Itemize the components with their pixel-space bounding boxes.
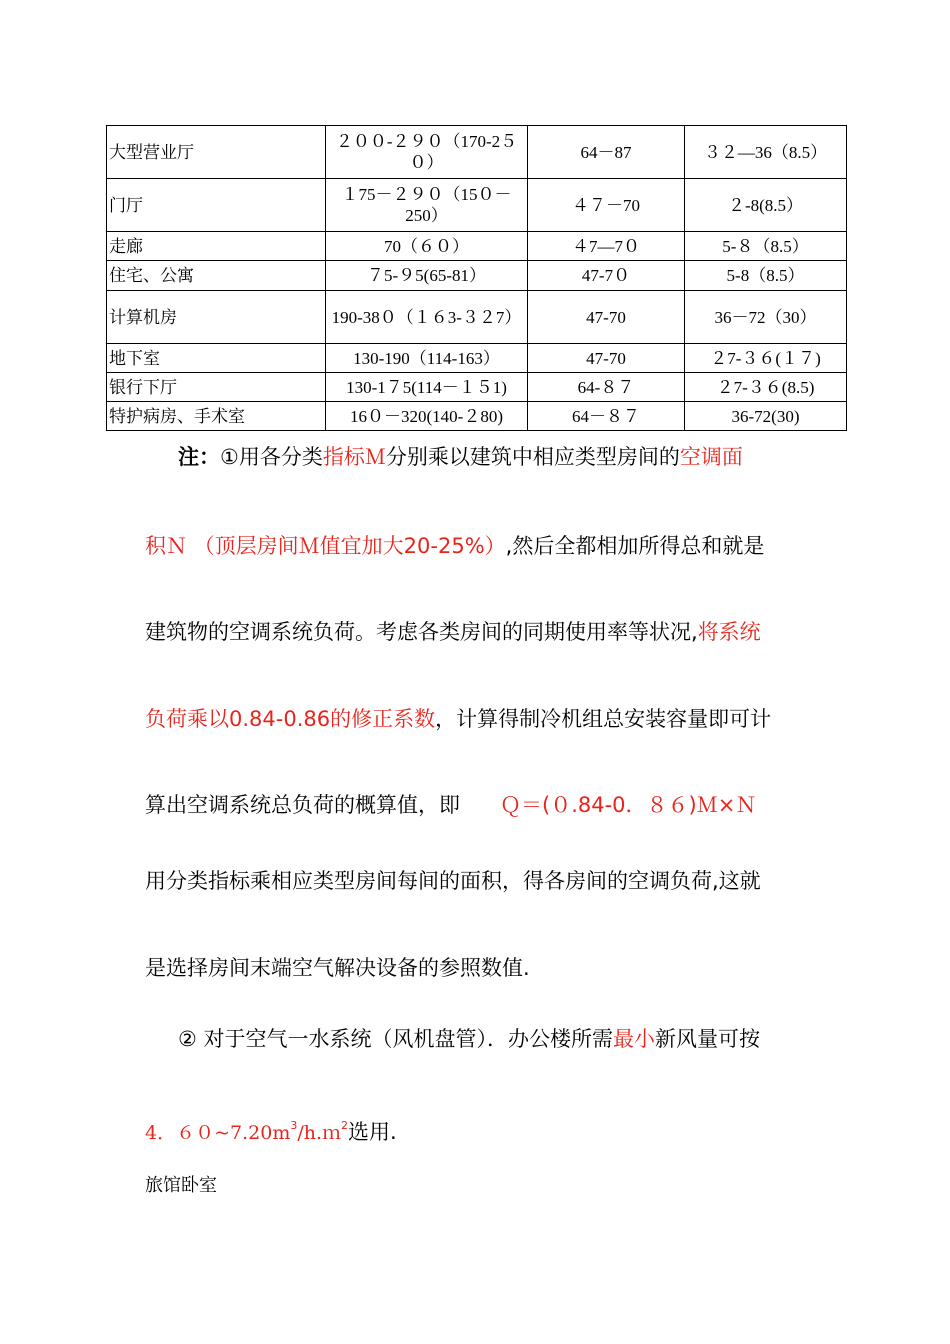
room-type-cell: 走廊 [107, 232, 326, 261]
index-cell: 36-72(30) [685, 402, 847, 431]
index-cell: 70（６０） [326, 232, 528, 261]
note-text: ，计算得制冷机组总安装容量即可计 [435, 707, 772, 731]
room-type-cell: 银行下厅 [107, 373, 326, 402]
highlight-text: 将系统 [697, 620, 761, 644]
note-text: 用分类指标乘相应类型房间每间的面积，得各房间的空调负荷,这就 [145, 869, 761, 893]
table-row [107, 291, 847, 344]
index-cell: 47-70 [528, 344, 685, 373]
index-cell: 5-8（8.5） [685, 261, 847, 291]
note-line-1 [178, 443, 848, 471]
note-line-4 [145, 705, 815, 733]
index-cell: １75－２９０（15０－250） [326, 179, 528, 232]
note-text: ② 对于空气一水系统（风机盘管）．办公楼所需 [178, 1027, 613, 1051]
index-cell: ２7-３６(１７) [685, 344, 847, 373]
index-cell: 16０－320(140-２80) [326, 402, 528, 431]
index-cell: 130-190（114-163） [326, 344, 528, 373]
index-cell: 47-7０ [528, 261, 685, 291]
note-text: 分别乘以建筑中相应类型房间的 [385, 445, 680, 469]
table-row [107, 344, 847, 373]
table-row [107, 126, 847, 179]
note-text: ,然后全都相加所得总和就是 [505, 534, 765, 558]
table-row [107, 232, 847, 261]
table-row [107, 179, 847, 232]
superscript: 3 [290, 1119, 298, 1132]
index-cell: ４7—7０ [528, 232, 685, 261]
highlight-text: 负荷乘以0.84-0.86的修正系数 [145, 707, 436, 731]
index-cell: ３２—36（8.5） [685, 126, 847, 179]
room-type-cell: 地下室 [107, 344, 326, 373]
index-cell: 64－８７ [528, 402, 685, 431]
index-cell: 47-70 [528, 291, 685, 344]
index-cell: ２-8(8.5） [685, 179, 847, 232]
room-type-cell: 计算机房 [107, 291, 326, 344]
table-row [107, 402, 847, 431]
index-cell: ２7-３６(8.5) [685, 373, 847, 402]
note-line-6 [145, 867, 815, 895]
highlight-text: 空调面 [679, 445, 743, 469]
note-line-3 [145, 618, 815, 646]
note-text: 建筑物的空调系统负荷。考虑各类房间的同期使用率等状况, [145, 620, 698, 644]
room-type-cell: 门厅 [107, 179, 326, 232]
index-cell: 190-38０（１６3-３２7） [326, 291, 528, 344]
highlight-text: /h.ｍ [297, 1122, 342, 1144]
index-cell: ４７－70 [528, 179, 685, 232]
note-text: 新风量可按 [655, 1027, 760, 1051]
note-line-2 [145, 532, 815, 560]
table-row [107, 261, 847, 291]
highlight-text: 指标Ｍ [322, 445, 386, 469]
index-cell: 64-８７ [528, 373, 685, 402]
formula-text: Ｑ＝(０.84-0．８６)Ｍ×Ｎ [500, 793, 757, 817]
highlight-text: 4．６０~7.20m [145, 1122, 291, 1144]
index-cell: 64－87 [528, 126, 685, 179]
note-line-9 [145, 1112, 815, 1147]
note-line-10 [145, 1172, 815, 1200]
table-row [107, 373, 847, 402]
note-text: 选用. [348, 1120, 397, 1144]
note-text: 旅馆卧室 [145, 1175, 217, 1196]
note-line-8 [178, 1025, 848, 1053]
cooling-load-table [106, 125, 847, 431]
room-type-cell: 特护病房、手术室 [107, 402, 326, 431]
note-text: 是选择房间末端空气解决设备的参照数值. [145, 956, 530, 980]
index-cell: 36－72（30） [685, 291, 847, 344]
note-text: ①用各分类 [220, 445, 323, 469]
note-line-5 [145, 791, 815, 819]
index-cell: 5-８（8.5） [685, 232, 847, 261]
room-type-cell: 住宅、公寓 [107, 261, 326, 291]
index-cell: ２００-２９０（170-2５０） [326, 126, 528, 179]
note-text: 算出空调系统总负荷的概算值，即 [145, 793, 460, 817]
highlight-text: 积Ｎ （顶层房间Ｍ值宜加大20-25%） [145, 534, 506, 558]
highlight-text: 最小 [613, 1027, 655, 1051]
superscript: 2 [341, 1119, 349, 1132]
index-cell: ７5-９5(65-81） [326, 261, 528, 291]
note-label: 注： [178, 445, 220, 469]
room-type-cell: 大型营业厅 [107, 126, 326, 179]
note-line-7 [145, 954, 815, 982]
index-cell: 130-1７5(114－１５1) [326, 373, 528, 402]
